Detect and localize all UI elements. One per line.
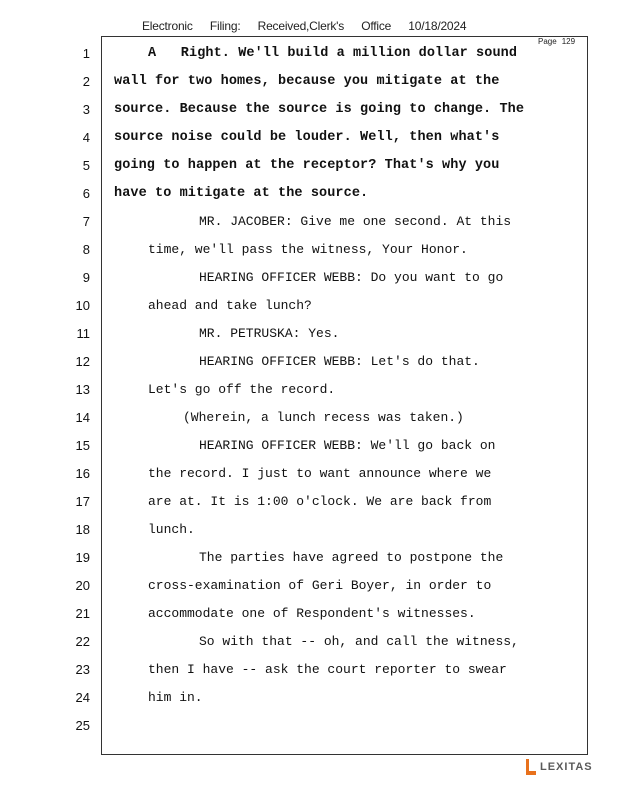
transcript-line: [0, 240, 600, 268]
transcript-line: [0, 184, 600, 212]
line-number: 20: [75, 578, 90, 593]
line-number: 2: [82, 74, 90, 89]
line-text: wall for two homes, because you mitigate at the: [114, 74, 500, 89]
transcript-line: [0, 632, 600, 660]
transcript-line: [0, 156, 600, 184]
line-number: 22: [75, 634, 90, 649]
transcript-line: [0, 604, 600, 632]
lexitas-logo-mark-icon: [524, 758, 538, 776]
line-text: HEARING OFFICER WEBB: We'll go back on: [199, 438, 496, 453]
line-text: have to mitigate at the source.: [114, 186, 369, 201]
line-text: time, we'll pass the witness, Your Honor.: [148, 242, 468, 257]
line-text: accommodate one of Respondent's witnesses.: [148, 606, 476, 621]
line-number: 12: [75, 354, 90, 369]
lexitas-logo-text: LEXITAS: [540, 761, 593, 773]
line-text: MR. JACOBER: Give me one second. At this: [199, 214, 512, 229]
line-number: 19: [75, 550, 90, 565]
line-text: the record. I just to want announce where we: [148, 466, 492, 481]
line-number: 5: [82, 158, 90, 173]
filing-header-electronic: Electronic: [142, 19, 193, 33]
filing-header: [142, 19, 466, 33]
lexitas-logo: [524, 757, 593, 777]
transcript-line: [0, 520, 600, 548]
transcript-line: [0, 548, 600, 576]
line-number: 15: [75, 438, 90, 453]
line-text: The parties have agreed to postpone the: [199, 550, 504, 565]
line-number: 1: [82, 46, 90, 61]
transcript-line: [0, 716, 600, 744]
transcript-line: [0, 324, 600, 352]
line-text: ahead and take lunch?: [148, 298, 312, 313]
line-number: 6: [82, 186, 90, 201]
line-number: 21: [75, 606, 90, 621]
filing-header-office: Office: [361, 19, 392, 33]
transcript-line: [0, 268, 600, 296]
transcript-line: [0, 100, 600, 128]
filing-header-date: 10/18/2024: [408, 19, 467, 33]
line-text: Let's go off the record.: [148, 382, 336, 397]
line-number: 8: [82, 242, 90, 257]
transcript-line: [0, 72, 600, 100]
line-text: (Wherein, a lunch recess was taken.): [183, 410, 464, 425]
transcript-line: [0, 464, 600, 492]
line-text: HEARING OFFICER WEBB: Let's do that.: [199, 354, 480, 369]
line-text: MR. PETRUSKA: Yes.: [199, 326, 340, 341]
transcript-line: [0, 492, 600, 520]
line-number: 9: [82, 270, 90, 285]
line-text: are at. It is 1:00 o'clock. We are back from: [148, 494, 492, 509]
line-text: cross-examination of Geri Boyer, in order to: [148, 578, 492, 593]
line-text: A Right. We'll build a million dollar sound: [148, 46, 518, 61]
filing-header-received: Received,Clerk's: [257, 19, 345, 33]
transcript-line: [0, 380, 600, 408]
line-text: So with that -- oh, and call the witness,: [199, 634, 519, 649]
line-number: 14: [75, 410, 90, 425]
line-number: 16: [75, 466, 90, 481]
line-text: lunch.: [148, 522, 195, 537]
transcript-line: [0, 576, 600, 604]
line-text: then I have -- ask the court reporter to swear: [148, 662, 507, 677]
line-number: 17: [75, 494, 90, 509]
line-number: 25: [75, 718, 90, 733]
line-text: HEARING OFFICER WEBB: Do you want to go: [199, 270, 504, 285]
transcript-line: [0, 660, 600, 688]
transcript-line: [0, 688, 600, 716]
line-text: source noise could be louder. Well, then what's: [114, 130, 500, 145]
line-number: 23: [75, 662, 90, 677]
line-text: source. Because the source is going to change. The: [114, 102, 525, 117]
line-number: 18: [75, 522, 90, 537]
transcript-line: [0, 44, 600, 72]
filing-header-filing: Filing:: [209, 19, 241, 33]
line-number: 10: [75, 298, 90, 313]
line-number: 24: [75, 690, 90, 705]
line-number: 11: [76, 326, 90, 341]
line-number: 3: [82, 102, 90, 117]
transcript-line: [0, 128, 600, 156]
page-number-label: Page: [538, 37, 557, 46]
line-text: going to happen at the receptor? That's why you: [114, 158, 500, 173]
transcript-line: [0, 436, 600, 464]
transcript-line: [0, 296, 600, 324]
line-text: him in.: [148, 690, 203, 705]
page-number-value: 129: [561, 37, 576, 46]
line-number: 4: [82, 130, 90, 145]
line-number: 13: [75, 382, 90, 397]
line-number: 7: [82, 214, 90, 229]
transcript-line: [0, 352, 600, 380]
transcript-line: [0, 212, 600, 240]
transcript-line: [0, 408, 600, 436]
